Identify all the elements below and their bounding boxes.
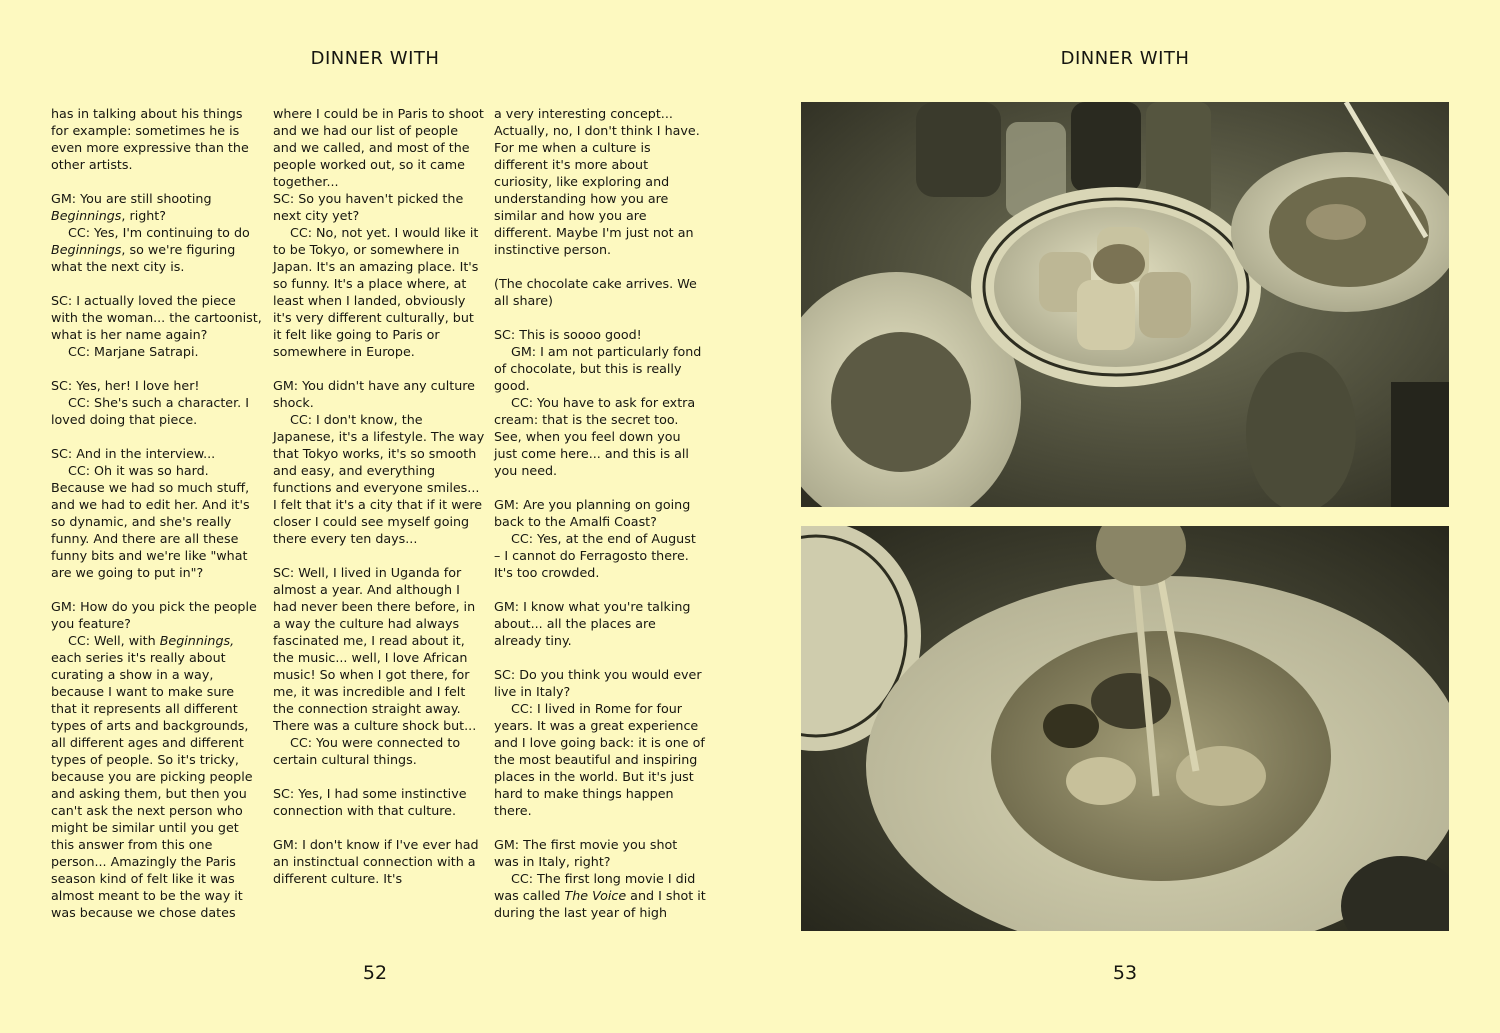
article-line-block: CC: Well, with Beginnings, each series it's really about curating a show in a way, because I want to make sure that it represents all different types of arts and backgrounds, all different ages and different types of people. So it's tricky, because you are picking people and asking them, but then you can't ask the next person who might be similar until you get this answer from this one person... Amazingly the Paris season kind of felt like it was almost meant to be the way it was because we chose dates: [51, 633, 253, 920]
article-paragraph: where I could be in Paris to shoot and we had our list of people and we called, and most of the people worked out, so it came together... SC: So you haven't picked the next city yet? CC: No, not yet. I would like it to be Tokyo, or somewhere in Japan. It's an amazing place. It's so funny. It's a place where, at least when I landed, obviously it's very different culturally, but it felt like going to Paris or somewhere in Europe.: [273, 106, 484, 359]
article-line-block: CC: Yes, I'm continuing to do Beginnings, so we're figuring what the next city is.: [51, 225, 250, 274]
article-paragraph: GM: You didn't have any culture shock. CC: I don't know, the Japanese, it's a lifestyle. The way that Tokyo works, it's so smooth and easy, and everything functions and everyone smiles... I felt that it's a city that if it were closer I could see myself going there every ten days...: [273, 378, 485, 546]
article-line-block: CC: I don't know, the Japanese, it's a lifestyle. The way that Tokyo works, it's so smooth and easy, and everything functions and everyone smiles... I felt that it's a city that if it were closer I could see myself going there every ten days...: [273, 412, 485, 546]
article-paragraph: GM: Are you planning on going back to the Amalfi Coast? CC: Yes, at the end of August – I cannot do Ferragosto there. It's too crowded.: [494, 496, 706, 581]
photo-table-sushi: [801, 102, 1449, 507]
article-line-block: CC: Yes, at the end of August – I cannot do Ferragosto there. It's too crowded.: [494, 531, 696, 580]
article-line-block: CC: You have to ask for extra cream: that is the secret too. See, when you feel down you just come here... and this is all you need.: [494, 395, 696, 478]
article-line-block: SC: So you haven't picked the next city yet?: [273, 191, 464, 223]
article-line-block: CC: I lived in Rome for four years. It was a great experience and I love going back: it is one of the most beautiful and inspiring places in the world. But it's just hard to make things happen there.: [494, 701, 705, 818]
article-line-block: CC: Oh it was so hard. Because we had so much stuff, and we had to edit her. And it's so dynamic, and she's really funny. And there are all these funny bits and we're like "what are we going to put in"?: [51, 463, 250, 580]
article-paragraph: SC: Do you think you would ever live in Italy? CC: I lived in Rome for four years. It was a great experience and I love going back: it is one of the most beautiful and inspiring places in the world. But it's just hard to make things happen there.: [494, 667, 705, 818]
article-column-1: [51, 105, 263, 921]
photo-pasta-bowl: [801, 526, 1449, 931]
article-paragraph: GM: I don't know if I've ever had an instinctual connection with a different culture. It's: [273, 837, 479, 886]
article-paragraph: GM: I know what you're talking about... all the places are already tiny.: [494, 599, 691, 648]
article-paragraph: SC: Yes, I had some instinctive connection with that culture.: [273, 786, 467, 818]
article-paragraph: SC: And in the interview... CC: Oh it was so hard. Because we had so much stuff, and we had to edit her. And it's so dynamic, and she's really funny. And there are all these funny bits and we're like "what are we going to put in"?: [51, 445, 263, 581]
article-paragraph: GM: How do you pick the people you feature? CC: Well, with Beginnings, each series it's really about curating a show in a way, because I want to make sure that it represents all different types of arts and backgrounds, all different ages and different types of people. So it's tricky, because you are picking people and asking them, but then you can't ask the next person who might be similar until you get this answer from this one person... Amazingly the Paris season kind of felt like it was almost meant to be the way it was because we chose dates: [51, 598, 263, 921]
article-line-block: CC: Marjane Satrapi.: [68, 344, 199, 359]
article-paragraph: GM: You are still shooting Beginnings, right? CC: Yes, I'm continuing to do Beginnings, so we're figuring what the next city is.: [51, 190, 263, 275]
article-line-block: CC: She's such a character. I loved doing that piece.: [51, 395, 249, 427]
article-line-block: CC: The first long movie I did was called The Voice and I shot it during the last year of high: [494, 871, 706, 920]
article-paragraph: GM: The first movie you shot was in Italy, right? CC: The first long movie I did was called The Voice and I shot it during the last year of high: [494, 837, 706, 920]
article-paragraph: SC: Well, I lived in Uganda for almost a year. And although I had never been there before, in a way the culture had always fascinated me, I read about it, the music... well, I love African music! So when I got there, for me, it was incredible and I felt the connection straight away. There was a culture shock but... CC: You were connected to certain cultural things.: [273, 564, 485, 768]
left-page-number: 52: [362, 962, 388, 984]
article-column-3: [494, 105, 706, 921]
article-paragraph: (The chocolate cake arrives. We all share): [494, 276, 697, 308]
article-column-2: [273, 105, 485, 887]
left-page-header: DINNER WITH: [310, 48, 440, 69]
article-line-block: CC: You were connected to certain cultural things.: [273, 735, 461, 767]
right-page-header: DINNER WITH: [1060, 48, 1190, 69]
article-paragraph: SC: This is soooo good! GM: I am not particularly fond of chocolate, but this is really good. CC: You have to ask for extra cream: that is the secret too. See, when you feel down you just come here... and this is all you need.: [494, 326, 706, 479]
article-paragraph: SC: I actually loved the piece with the woman... the cartoonist, what is her name again? CC: Marjane Satrapi.: [51, 293, 262, 359]
right-page-number: 53: [1112, 962, 1138, 984]
article-paragraph: has in talking about his things for example: sometimes he is even more expressive than the other artists.: [51, 106, 249, 172]
article-line-block: GM: I am not particularly fond of chocolate, but this is really good.: [494, 344, 702, 393]
article-line-block: CC: No, not yet. I would like it to be Tokyo, or somewhere in Japan. It's an amazing place. It's so funny. It's a place where, at least when I landed, obviously it's very different culturally, but it felt like going to Paris or somewhere in Europe.: [273, 225, 479, 359]
article-paragraph: a very interesting concept... Actually, no, I don't think I have. For me when a culture is different it's more about curiosity, like exploring and understanding how you are similar and how you are different. Maybe I'm just not an instinctive person.: [494, 106, 700, 257]
article-paragraph: SC: Yes, her! I love her! CC: She's such a character. I loved doing that piece.: [51, 377, 263, 428]
